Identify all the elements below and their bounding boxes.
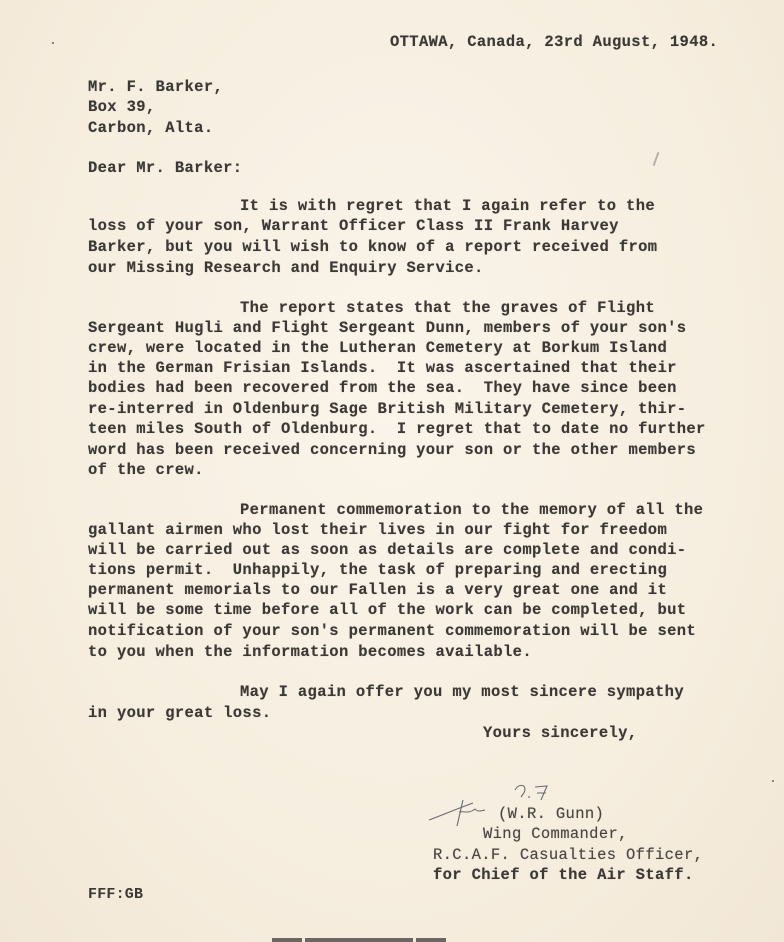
paragraph-line: word has been received concerning your son or the other members bbox=[88, 441, 697, 459]
signatory-rank: Wing Commander, bbox=[483, 825, 628, 843]
paragraph-line: will be some time before all of the work can be completed, but bbox=[88, 601, 687, 619]
paragraph-line: It is with regret that I again refer to the bbox=[240, 197, 656, 215]
paragraph-line: May I again offer you my most sincere sympathy bbox=[240, 683, 684, 701]
paragraph-line: will be carried out as soon as details are complete and condi- bbox=[88, 541, 687, 559]
scan-edge-bars bbox=[272, 938, 446, 942]
recipient-name: Mr. F. Barker, bbox=[88, 78, 224, 96]
paragraph-line: in your great loss. bbox=[88, 704, 272, 722]
scan-edge-bar bbox=[305, 938, 413, 942]
pen-mark bbox=[653, 152, 660, 166]
paragraph-line: in the German Frisian Islands. It was ascertained that their bbox=[88, 359, 677, 377]
closing: Yours sincerely, bbox=[483, 724, 638, 742]
paragraph-line: loss of your son, Warrant Officer Class II Frank Harvey bbox=[88, 217, 619, 235]
paragraph-line: of the crew. bbox=[88, 461, 204, 479]
signatory-on-behalf: for Chief of the Air Staff. bbox=[433, 866, 694, 884]
paragraph-line: Permanent commemoration to the memory of all the bbox=[240, 501, 704, 519]
paragraph-line: notification of your son's permanent commemoration will be sent bbox=[88, 622, 697, 640]
paragraph-line: Barker, but you will wish to know of a report received from bbox=[88, 238, 658, 256]
paper-speck bbox=[52, 42, 54, 44]
scan-edge-bar bbox=[416, 938, 446, 942]
paragraph-line: bodies had been recovered from the sea. They have since been bbox=[88, 379, 677, 397]
paragraph-line: crew, were located in the Lutheran Cemetery at Borkum Island bbox=[88, 339, 668, 357]
signatory-name: (W.R. Gunn) bbox=[498, 805, 605, 823]
salutation: Dear Mr. Barker: bbox=[88, 159, 243, 177]
recipient-town: Carbon, Alta. bbox=[88, 119, 214, 137]
scan-edge-bar bbox=[272, 938, 302, 942]
signatory-title: R.C.A.F. Casualties Officer, bbox=[433, 846, 704, 864]
paragraph-line: permanent memorials to our Fallen is a very great one and it bbox=[88, 581, 668, 599]
paragraph-line: teen miles South of Oldenburg. I regret that to date no further bbox=[88, 420, 706, 438]
paragraph-line: Sergeant Hugli and Flight Sergeant Dunn, members of your son's bbox=[88, 319, 687, 337]
paragraph-line: tions permit. Unhappily, the task of preparing and erecting bbox=[88, 561, 668, 579]
dateline: OTTAWA, Canada, 23rd August, 1948. bbox=[390, 33, 719, 51]
paragraph-line: The report states that the graves of Flight bbox=[240, 299, 656, 317]
recipient-box: Box 39, bbox=[88, 98, 156, 116]
paper-speck bbox=[772, 780, 774, 782]
paragraph-line: to you when the information becomes available. bbox=[88, 643, 532, 661]
paragraph-line: gallant airmen who lost their lives in our fight for freedom bbox=[88, 521, 668, 539]
paragraph-line: re-interred in Oldenburg Sage British Military Cemetery, thir- bbox=[88, 400, 687, 418]
reference-initials: FFF:GB bbox=[88, 886, 144, 903]
paragraph-line: our Missing Research and Enquiry Service. bbox=[88, 259, 484, 277]
